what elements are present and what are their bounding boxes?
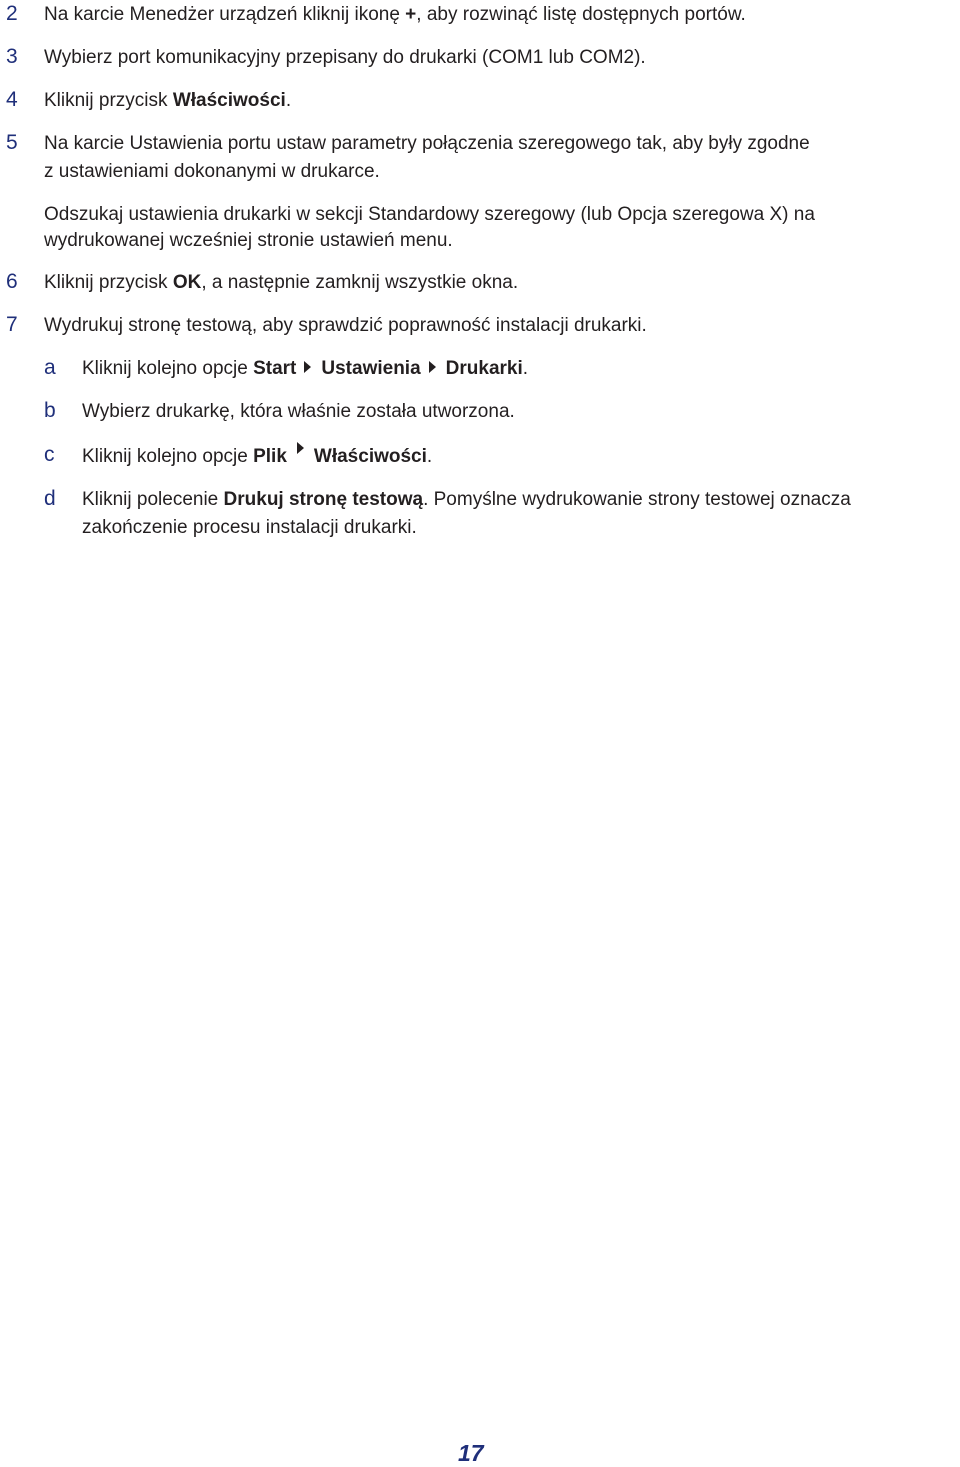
arrow-right-icon	[297, 442, 304, 454]
arrow-right-icon	[429, 361, 436, 373]
substep-c-text: Kliknij kolejno opcje Plik Właściwości.	[82, 442, 432, 471]
substep-a-text: Kliknij kolejno opcje Start Ustawienia Drukarki.	[82, 358, 529, 379]
arrow-right-icon	[304, 361, 311, 373]
step-5-text-line1: Na karcie Ustawienia portu ustaw parametry połączenia szeregowego tak, aby były zgodne	[44, 133, 810, 154]
step-4-text: Kliknij przycisk Właściwości.	[44, 90, 292, 111]
step-5-note-line2: wydrukowanej wcześniej stronie ustawień menu.	[44, 230, 453, 251]
step-number-3: 3	[6, 45, 18, 68]
substep-letter-b: b	[44, 399, 56, 422]
step-7-text: Wydrukuj stronę testową, aby sprawdzić poprawność instalacji drukarki.	[44, 315, 647, 336]
step-5-text-line2: z ustawieniami dokonanymi w drukarce.	[44, 161, 380, 182]
step-number-2: 2	[6, 2, 18, 25]
step-number-4: 4	[6, 88, 18, 111]
substep-letter-c: c	[44, 443, 55, 466]
substep-letter-d: d	[44, 487, 56, 510]
substep-b-text: Wybierz drukarkę, która właśnie została utworzona.	[82, 401, 515, 422]
step-5-note-line1: Odszukaj ustawienia drukarki w sekcji Standardowy szeregowy (lub Opcja szeregowa X) na	[44, 204, 815, 225]
step-3-text: Wybierz port komunikacyjny przepisany do drukarki (COM1 lub COM2).	[44, 47, 646, 68]
page-number: 17	[458, 1440, 484, 1466]
substep-d-text-line1: Kliknij polecenie Drukuj stronę testową. Pomyślne wydrukowanie strony testowej oznacza	[82, 489, 851, 510]
step-number-6: 6	[6, 270, 18, 293]
substep-d-text-line2: zakończenie procesu instalacji drukarki.	[82, 517, 417, 538]
step-2-text: Na karcie Menedżer urządzeń kliknij ikonę +, aby rozwinąć listę dostępnych portów.	[44, 4, 746, 25]
plus-icon: +	[405, 4, 417, 25]
step-number-5: 5	[6, 131, 18, 154]
step-number-7: 7	[6, 313, 18, 336]
substep-letter-a: a	[44, 356, 56, 379]
step-6-text: Kliknij przycisk OK, a następnie zamknij wszystkie okna.	[44, 272, 519, 293]
